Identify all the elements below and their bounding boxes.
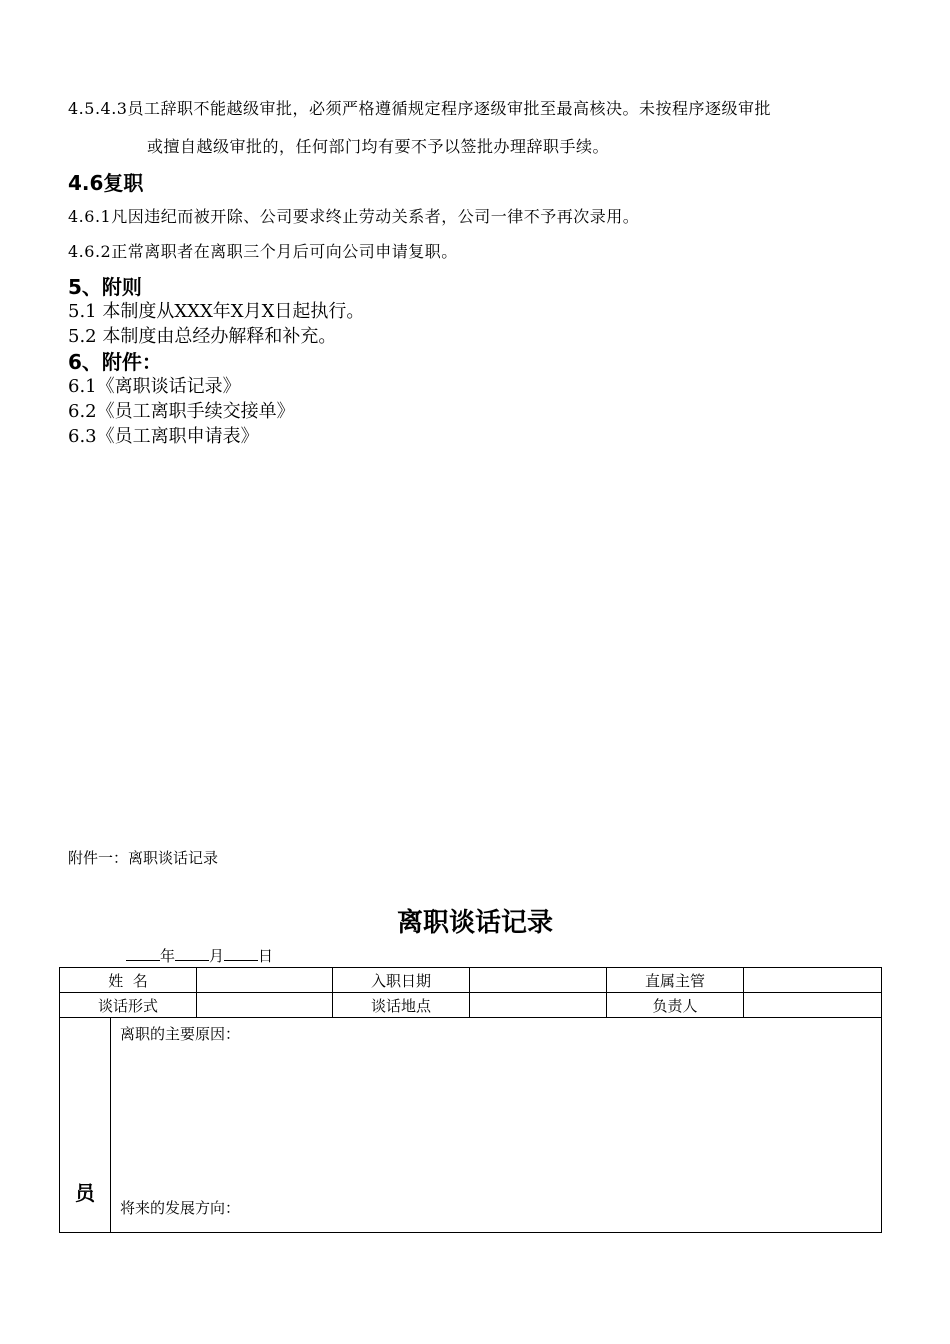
field-name[interactable] — [197, 968, 333, 993]
label-responsible-person: 负责人 — [607, 993, 744, 1018]
table-row — [60, 1018, 882, 1233]
clause-461: 4.6.1凡因违纪而被开除、公司要求终止劳动关系者，公司一律不予再次录用。 — [68, 207, 640, 226]
clause-51: 5.1 本制度从XXX年X月X日起执行。 — [68, 301, 365, 322]
employee-side-label: 员 — [60, 1018, 111, 1233]
question-main-reason: 离职的主要原因： — [120, 1025, 241, 1043]
year-blank[interactable] — [126, 946, 160, 961]
question-future-direction: 将来的发展方向： — [120, 1199, 241, 1217]
clause-52: 5.2 本制度由总经办解释和补充。 — [68, 326, 337, 347]
month-blank[interactable] — [175, 946, 209, 961]
field-hire-date[interactable] — [470, 968, 607, 993]
table-row — [60, 968, 882, 993]
attachment-61: 6.1《离职谈话记录》 — [68, 376, 241, 397]
form-date — [126, 945, 273, 966]
month-label: 月 — [209, 947, 225, 965]
day-blank[interactable] — [224, 946, 258, 961]
label-interview-form: 谈话形式 — [60, 993, 197, 1018]
day-label: 日 — [258, 947, 274, 965]
clause-4543-line1: 4.5.4.3员工辞职不能越级审批，必须严格遵循规定程序逐级审批至最高核决。未按程序逐级审批 — [68, 99, 771, 118]
field-interview-form[interactable] — [197, 993, 333, 1018]
label-direct-supervisor: 直属主管 — [607, 968, 744, 993]
form-title: 离职谈话记录 — [396, 908, 553, 938]
attachment-62: 6.2《员工离职手续交接单》 — [68, 401, 295, 422]
heading-5: 5、附则 — [68, 275, 142, 299]
appendix-label: 附件一：离职谈话记录 — [68, 849, 219, 867]
label-name: 姓 名 — [60, 968, 197, 993]
label-hire-date: 入职日期 — [333, 968, 470, 993]
attachment-63: 6.3《员工离职申请表》 — [68, 426, 259, 447]
label-interview-location: 谈话地点 — [333, 993, 470, 1018]
exit-interview-table — [59, 967, 882, 1233]
field-responsible-person[interactable] — [744, 993, 882, 1018]
clause-4543-line2: 或擅自越级审批的，任何部门均有要不予以签批办理辞职手续。 — [147, 137, 610, 156]
field-interview-location[interactable] — [470, 993, 607, 1018]
year-label: 年 — [160, 947, 176, 965]
table-row — [60, 993, 882, 1018]
heading-4-6: 4.6复职 — [68, 171, 144, 195]
field-direct-supervisor[interactable] — [744, 968, 882, 993]
clause-462: 4.6.2正常离职者在离职三个月后可向公司申请复职。 — [68, 242, 458, 261]
employee-answers-cell[interactable] — [111, 1018, 882, 1233]
heading-6: 6、附件： — [68, 350, 162, 374]
